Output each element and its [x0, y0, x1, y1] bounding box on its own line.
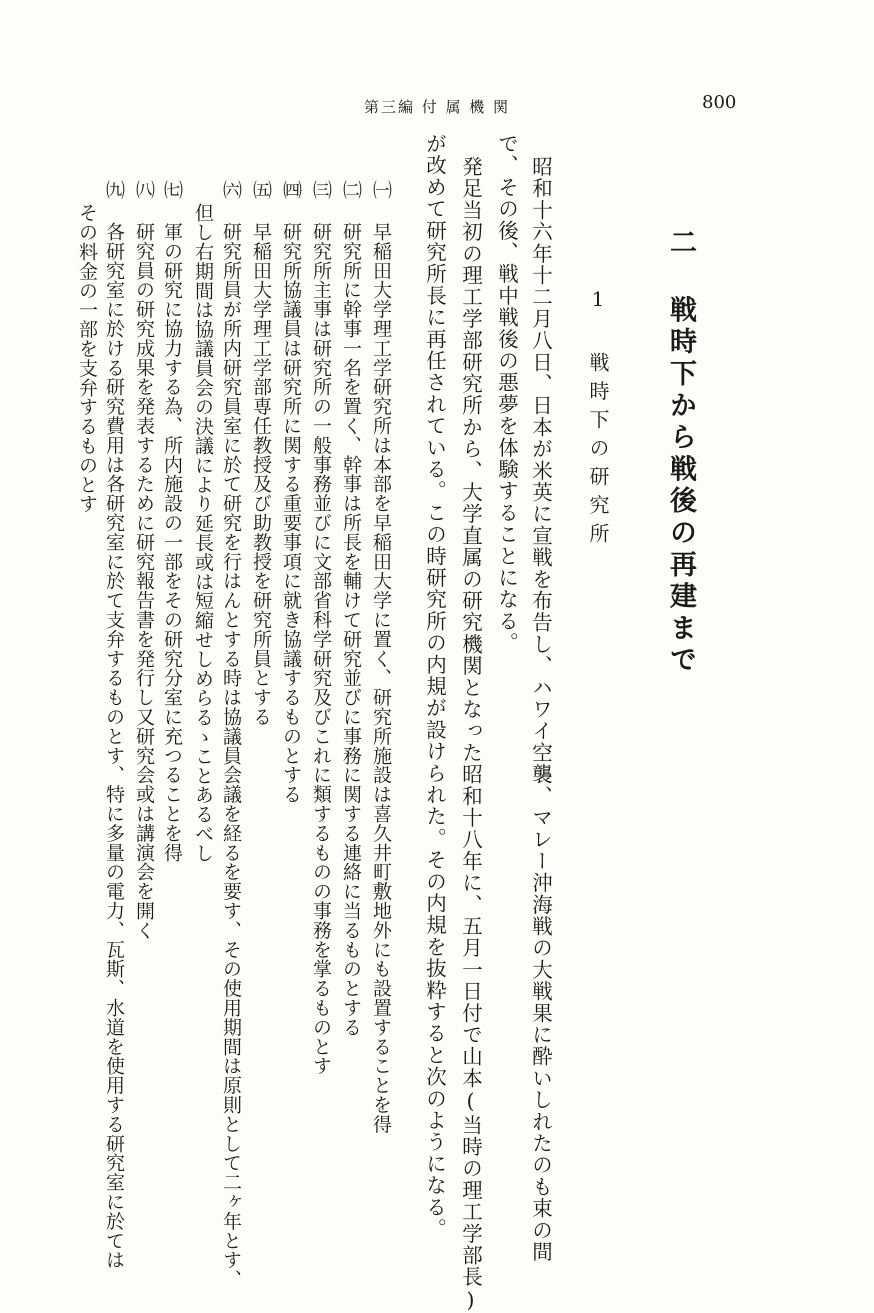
body-paragraph-line: で、その後、戦中戦後の悪夢を体験することになる。 [494, 133, 519, 654]
regulation-item: ㈤ 早稲田大学理工学部専任教授及び助教授を研究所員とする [250, 180, 272, 727]
regulation-item: ㈡ 研究所に幹事一名を置く、幹事は所長を輔けて研究並びに事務に関する連絡に当るものとする [340, 180, 362, 1037]
regulation-item: ㈠ 早稲田大学理工学研究所は本部を早稲田大学に置く、研究所施設は喜久井町敷地外にも設置することを得 [370, 180, 392, 1134]
section-heading: 1 戦時下の研究所 [586, 287, 610, 552]
regulation-item: その料金の一部を支弁するものとす [76, 203, 98, 514]
regulation-item: 但し右期間は協議員会の決議により延長或は短縮せしめらるゝことあるべし [192, 203, 214, 863]
regulation-item: ㈦ 軍の研究に協力する為、所内施設の一部をその研究分室に充つることを得 [161, 180, 183, 862]
running-head: 第三編 付 属 機 関 [363, 98, 511, 116]
regulation-item: ㈥ 研究所員が所内研究員室に於て研究を行はんとする時は協議員会議を経るを要す、その使用期間は原則として二ヶ年とす、 [220, 180, 242, 1289]
body-paragraph-line: 昭和十六年十二月八日、日本が米英に宣戦を布告し、ハワイ空襲、マレー沖海戦の大戦果に酔いしれたのも束の間 [528, 156, 553, 1263]
regulation-item: ㈧ 研究員の研究成果を発表するために研究報告書を発行し又研究会或は講演会を開く [133, 180, 155, 940]
regulation-item: ㈨ 各研究室に於ける研究費用は各研究室に於て支弁するものとす、特に多量の電力、瓦斯、水道を使用する研究室に於ては [103, 180, 125, 1270]
page-number: 800 [702, 92, 737, 113]
body-paragraph-line: 発足当初の理工学部研究所から、大学直属の研究機関となった昭和十八年に、五月一日付で山本(当時の理工学部長) [458, 156, 483, 1313]
regulation-item: ㈢ 研究所主事は研究所の一般事務並びに文部省科学研究及びこれに類するものの事務を掌るものとす [310, 180, 332, 1076]
chapter-title: 二 戦時下から戦後の再建まで [665, 228, 696, 678]
body-paragraph-line: が改めて研究所長に再任されている。この時研究所の内規が設けられた。その内規を抜粋すると次のようになる。 [422, 133, 447, 1240]
regulation-item: ㈣ 研究所協議員は研究所に関する重要事項に就き協議するものとする [280, 180, 302, 804]
